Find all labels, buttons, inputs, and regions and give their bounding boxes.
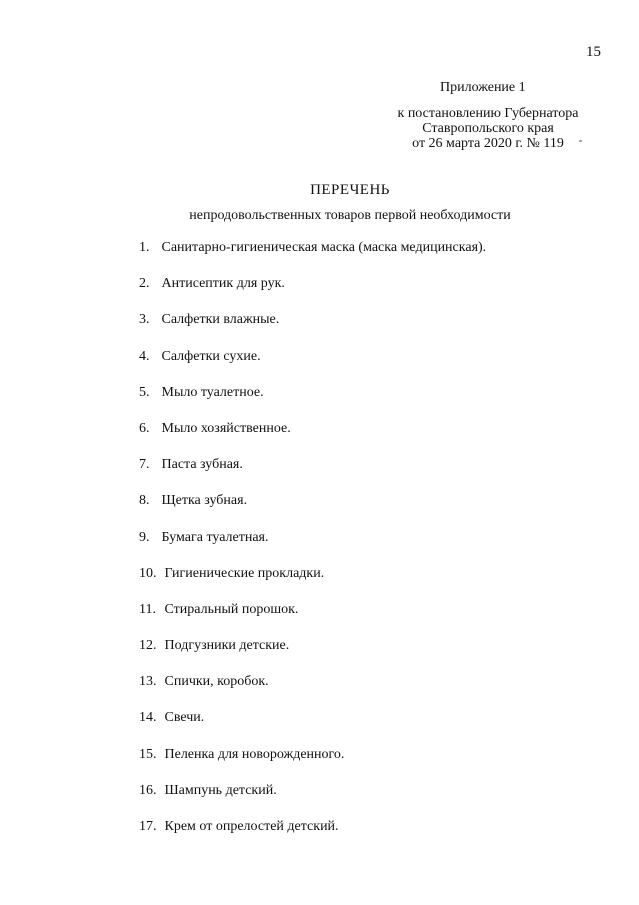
list-item-text: Крем от опрелостей детский. (164, 819, 339, 834)
list-item (139, 455, 486, 491)
list-item-number: 4. (139, 348, 150, 364)
list-item-number: 16. (139, 782, 157, 798)
list-item-number: 17. (139, 819, 157, 834)
document-title: ПЕРЕЧЕНЬ (310, 182, 390, 198)
scan-speck (579, 140, 582, 142)
list-item (139, 528, 486, 564)
list-item-number: 8. (139, 493, 150, 509)
list-item-number: 14. (139, 710, 157, 726)
list-item-text: Бумага туалетная. (161, 529, 269, 545)
page-number: 15 (586, 44, 601, 60)
appendix-line: от 26 марта 2020 г. № 119 (412, 136, 564, 151)
list-item-number: 15. (139, 746, 157, 762)
list-item-text: Мыло хозяйственное. (161, 420, 291, 436)
list-item (139, 781, 486, 817)
list-item-number: 7. (139, 457, 150, 473)
list-item-number: 5. (139, 384, 150, 400)
list-item-number: 10. (139, 565, 157, 581)
list-item (139, 745, 486, 781)
list-item (139, 383, 486, 419)
document-subtitle: непродовольственных товаров первой необходимости (189, 208, 511, 223)
list-item (139, 600, 486, 636)
list-item-number: 2. (139, 276, 150, 292)
list-item-text: Санитарно-гигиеническая маска (маска медицинская). (161, 240, 487, 255)
list-item-text: Гигиенические прокладки. (164, 565, 325, 581)
list-item-text: Подгузники детские. (164, 638, 290, 654)
list-item-text: Салфетки сухие. (161, 348, 261, 364)
list-item-text: Спички, коробок. (164, 674, 269, 690)
goods-list (139, 238, 486, 853)
list-item (139, 491, 486, 527)
appendix-title: Приложение 1 (440, 80, 526, 95)
list-item-number: 6. (139, 420, 150, 436)
appendix-reference (380, 106, 596, 151)
list-item (139, 817, 486, 853)
list-item-number: 9. (139, 529, 150, 545)
list-item (139, 672, 486, 708)
list-item-number: 12. (139, 638, 157, 654)
list-item-text: Свечи. (164, 710, 205, 726)
list-item-text: Пеленка для новорожденного. (164, 746, 345, 762)
list-item-number: 1. (139, 240, 150, 255)
appendix-line: к постановлению Губернатора (397, 106, 579, 121)
list-item-text: Мыло туалетное. (161, 384, 264, 400)
list-item (139, 419, 486, 455)
list-item (139, 310, 486, 346)
list-item-text: Щетка зубная. (161, 493, 248, 509)
list-item-text: Стиральный порошок. (164, 601, 299, 617)
list-item (139, 564, 486, 600)
list-item (139, 636, 486, 672)
list-item (139, 274, 486, 310)
list-item-number: 13. (139, 674, 157, 690)
list-item (139, 708, 486, 744)
list-item (139, 347, 486, 383)
appendix-line: Ставропольского края (422, 121, 554, 136)
list-item-text: Шампунь детский. (164, 782, 277, 798)
list-item (139, 238, 486, 274)
list-item-text: Салфетки влажные. (161, 312, 280, 328)
list-item-number: 11. (139, 601, 156, 617)
list-item-text: Паста зубная. (161, 457, 243, 473)
list-item-number: 3. (139, 312, 150, 328)
list-item-text: Антисептик для рук. (161, 276, 285, 292)
